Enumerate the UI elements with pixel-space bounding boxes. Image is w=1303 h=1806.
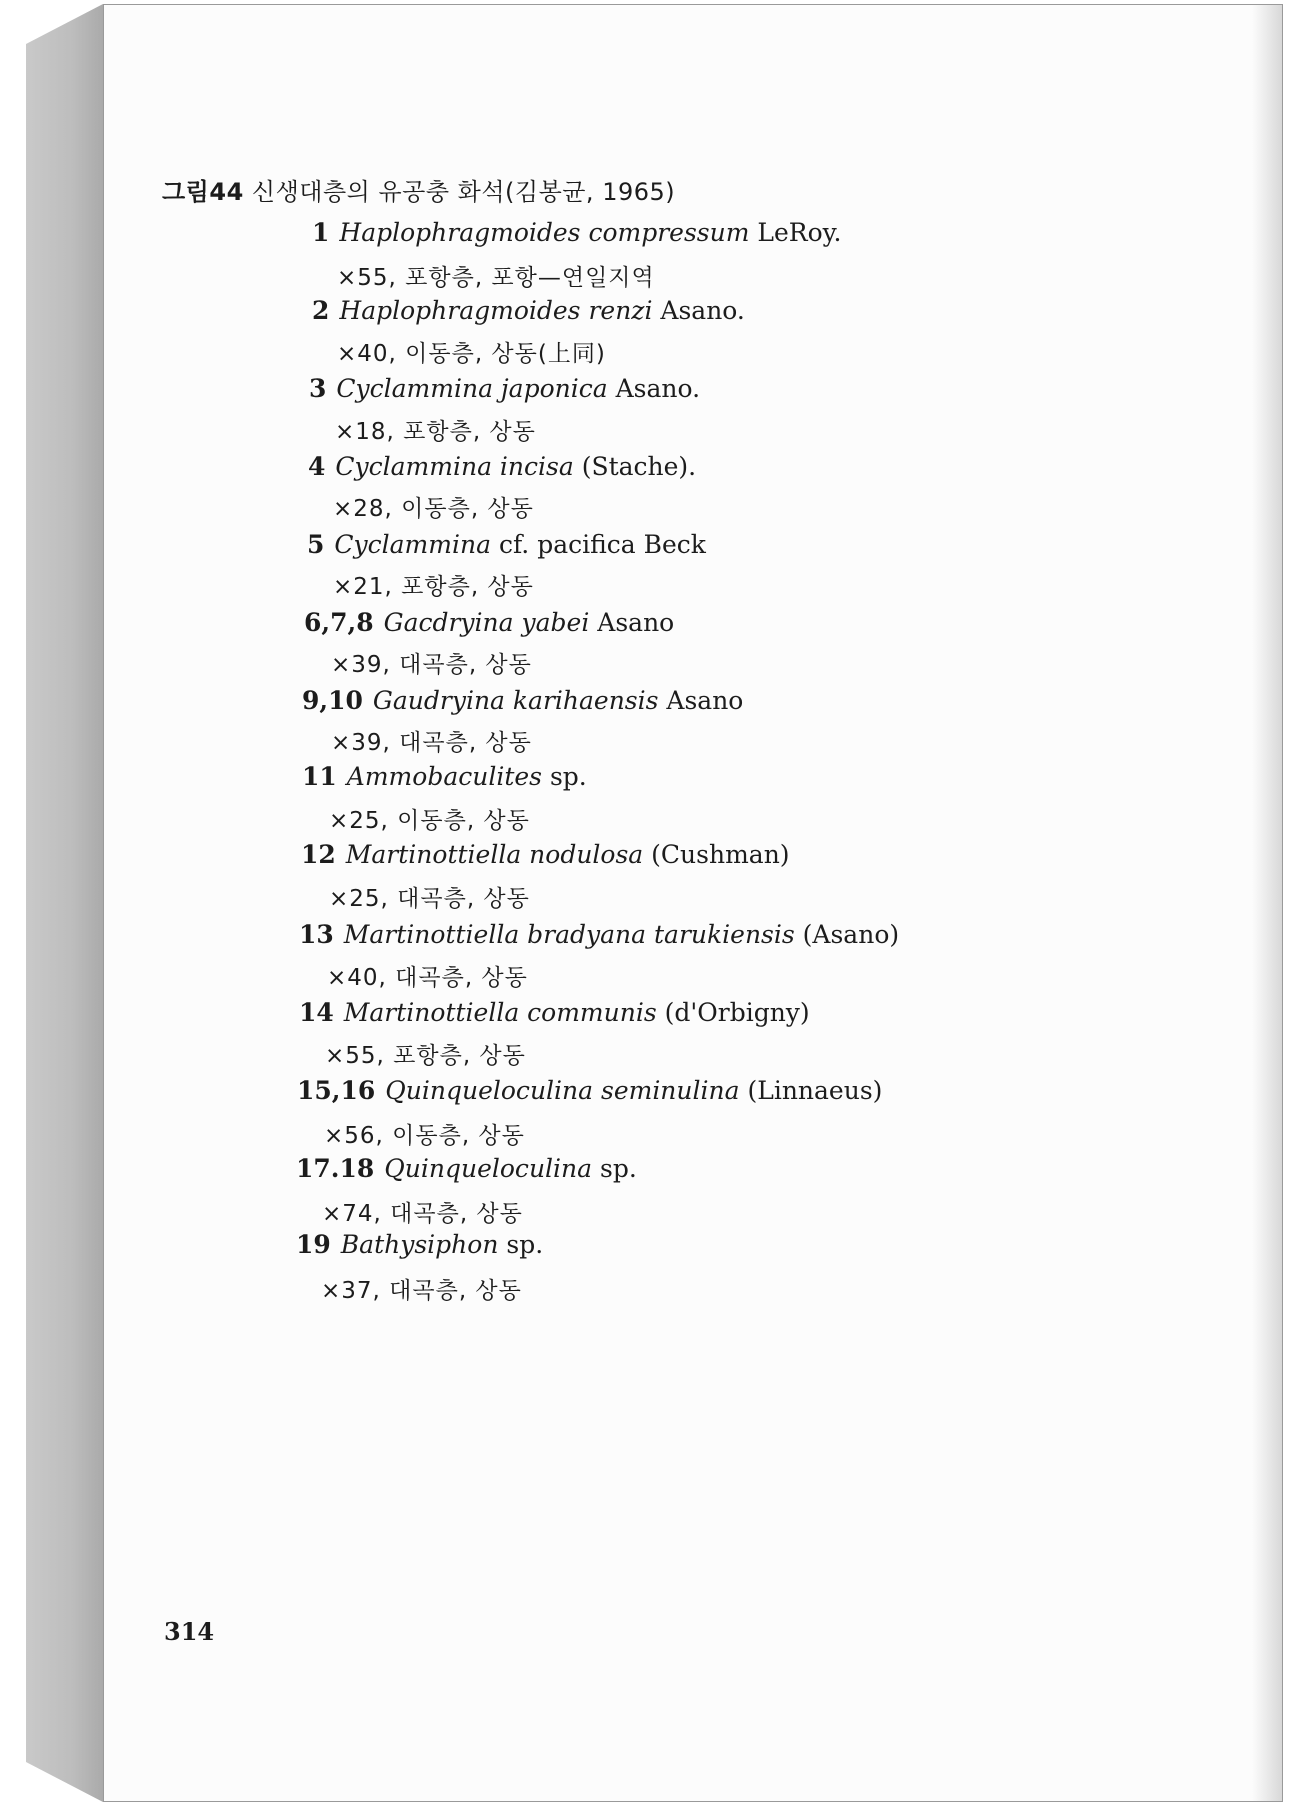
entry-title [297, 1076, 882, 1105]
book-spine [26, 4, 103, 1802]
entry-title [301, 840, 790, 869]
entry-note: ×25, 대곡층, 상동 [329, 886, 530, 912]
entry-species: Haplophragmoides renzi [339, 296, 653, 325]
entry-author: Asano. [660, 296, 745, 325]
entry-note: ×18, 포항층, 상동 [335, 419, 536, 445]
entry-species: Martinottiella communis [343, 998, 657, 1027]
entry-author: (Asano) [802, 920, 900, 949]
entry-species: Quinqueloculina [384, 1154, 593, 1183]
entry-number: 9,10 [302, 686, 363, 715]
entry-author: Asano [666, 686, 744, 715]
entry-species: Cyclammina japonica [336, 374, 608, 403]
book-page [103, 4, 1283, 1802]
entry-title [296, 1230, 543, 1259]
entry-note: ×28, 이동층, 상동 [333, 496, 534, 522]
entry-species: Ammobaculites [346, 762, 542, 791]
entry-number: 1 [312, 218, 330, 247]
entry-author: sp. [600, 1154, 637, 1183]
entry-author: (Linnaeus) [747, 1076, 883, 1105]
page-edge-shadow [1252, 5, 1282, 1801]
entry-title [308, 452, 696, 481]
entry-note: ×21, 포항층, 상동 [333, 574, 534, 600]
entry-number: 4 [308, 452, 326, 481]
entry-number: 6,7,8 [304, 608, 374, 637]
figure-caption-label: 그림44 [162, 178, 244, 206]
entry-number: 2 [312, 296, 330, 325]
entry-number: 3 [309, 374, 327, 403]
entry-species: Martinottiella bradyana tarukiensis [343, 920, 795, 949]
entry-number: 5 [307, 530, 325, 559]
entry-note: ×40, 대곡층, 상동 [327, 965, 528, 991]
entry-title [302, 762, 587, 791]
figure-caption-text: 신생대층의 유공충 화석(김봉균, 1965) [251, 178, 676, 206]
entry-number: 17.18 [296, 1154, 375, 1183]
entry-number: 11 [302, 762, 337, 791]
entry-number: 13 [299, 920, 334, 949]
page-number: 314 [164, 1617, 215, 1646]
entry-note: ×40, 이동층, 상동(上同) [337, 341, 606, 367]
entry-species: Gaudryina karihaensis [372, 686, 659, 715]
figure-caption [162, 172, 675, 207]
entry-note: ×74, 대곡층, 상동 [322, 1201, 523, 1227]
entry-species: Gacdryina yabei [383, 608, 590, 637]
entry-note: ×55, 포항층, 포항—연일지역 [337, 265, 655, 291]
entry-title [302, 686, 743, 715]
entry-author: Asano. [615, 374, 701, 403]
entry-title [304, 608, 674, 637]
entry-author: sp. [549, 762, 587, 791]
entry-species: Cyclammina [334, 530, 491, 559]
entry-species: Quinqueloculina seminulina [385, 1076, 740, 1105]
entry-note: ×39, 대곡층, 상동 [331, 730, 532, 756]
entry-author: LeRoy. [757, 218, 842, 247]
entry-author: cf. pacifica Beck [498, 530, 706, 559]
entry-title [296, 1154, 637, 1183]
entry-title [312, 218, 841, 247]
entry-note: ×39, 대곡층, 상동 [331, 652, 532, 678]
entry-number: 15,16 [297, 1076, 376, 1105]
entry-species: Haplophragmoides compressum [339, 218, 750, 247]
entry-note: ×56, 이동층, 상동 [324, 1123, 525, 1149]
entry-number: 19 [296, 1230, 331, 1259]
entry-author: (Stache). [581, 452, 697, 481]
entry-title [312, 296, 745, 325]
entry-note: ×55, 포항층, 상동 [325, 1043, 526, 1069]
entry-number: 14 [299, 998, 334, 1027]
entry-title [307, 530, 706, 559]
entry-number: 12 [301, 840, 336, 869]
entry-author: Asano [597, 608, 675, 637]
entry-title [309, 374, 700, 403]
entry-species: Bathysiphon [340, 1230, 499, 1259]
entry-species: Martinottiella nodulosa [345, 840, 644, 869]
entry-author: (d'Orbigny) [664, 998, 810, 1027]
entry-title [299, 998, 810, 1027]
entry-note: ×25, 이동층, 상동 [329, 808, 530, 834]
entry-species: Cyclammina incisa [335, 452, 574, 481]
entry-author: sp. [506, 1230, 544, 1259]
entry-author: (Cushman) [651, 840, 790, 869]
entry-note: ×37, 대곡층, 상동 [321, 1278, 522, 1304]
entry-title [299, 920, 899, 949]
